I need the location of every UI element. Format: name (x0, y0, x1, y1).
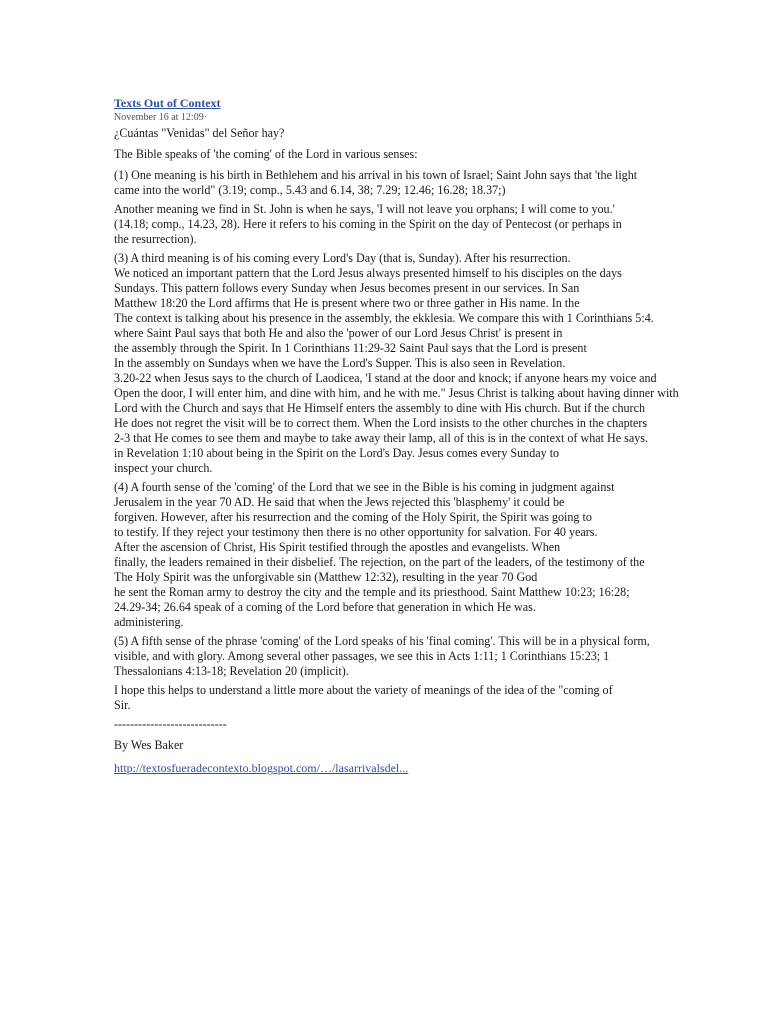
text-line: the assembly through the Spirit. In 1 Corinthians 11:29-32 Saint Paul says that the Lord is present (114, 341, 587, 355)
text-line: finally, the leaders remained in their disbelief. The rejection, on the part of the leaders, of the testimony of the (114, 555, 645, 569)
text-line: he sent the Roman army to destroy the city and the temple and its priesthood. Saint Matthew 10:23; 16:28; (114, 585, 630, 599)
text-line: 2-3 that He comes to see them and maybe to take away their lamp, all of this is in the context of what He says. (114, 431, 648, 445)
text-line: 3.20-22 when Jesus says to the church of Laodicea, 'I stand at the door and knock; if anyone hears my voice and (114, 371, 657, 385)
text-line: Matthew 18:20 the Lord affirms that He is present where two or three gather in His name. In the (114, 296, 580, 310)
text-line: (14.18; comp., 14.23, 28). Here it refers to his coming in the Spirit on the day of Pentecost (or perhaps in (114, 217, 622, 231)
text-line: The context is talking about his presence in the assembly, the ekklesia. We compare this with 1 Corinthians 5:4. (114, 311, 654, 325)
body-paragraph (114, 168, 694, 198)
text-line: (3) A third meaning is of his coming every Lord's Day (that is, Sunday). After his resurrection. (114, 251, 571, 265)
text-line: forgiven. However, after his resurrection and the coming of the Holy Spirit, the Spirit was going to (114, 510, 592, 524)
body-paragraph (114, 202, 694, 247)
text-line: administering. (114, 615, 184, 629)
text-line: Jerusalem in the year 70 AD. He said that when the Jews rejected this 'blasphemy' it could be (114, 495, 565, 509)
text-line: After the ascension of Christ, His Spirit testified through the apostles and evangelists. When (114, 540, 561, 554)
body-paragraph (114, 480, 694, 630)
text-line: Thessalonians 4:13-18; Revelation 20 (implicit). (114, 664, 349, 678)
text-line: to testify. If they reject your testimony then there is no other opportunity for salvation. For 40 years. (114, 525, 598, 539)
text-line: He does not regret the visit will be to correct them. When the Lord insists to the other churches in the chapters (114, 416, 648, 430)
text-line: where Saint Paul says that both He and also the 'power of our Lord Jesus Christ' is present in (114, 326, 563, 340)
body-paragraph (114, 634, 694, 679)
post-question: ¿Cuántas "Venidas" del Señor hay? (114, 126, 285, 140)
text-line: (5) A fifth sense of the phrase 'coming' of the Lord speaks of his 'final coming'. This will be in a physical form, (114, 634, 650, 648)
text-line: Open the door, I will enter him, and dine with him, and he with me." Jesus Christ is talking about having dinner with (114, 386, 679, 400)
text-line: (4) A fourth sense of the 'coming' of the Lord that we see in the Bible is his coming in judgment against (114, 480, 615, 494)
text-line: inspect your church. (114, 461, 213, 475)
body-paragraph (114, 251, 694, 476)
post-body (114, 168, 694, 713)
text-line: visible, and with glory. Among several other passages, we see this in Acts 1:11; 1 Corinthians 15:23; 1 (114, 649, 610, 663)
text-line: the resurrection). (114, 232, 197, 246)
text-line: Sundays. This pattern follows every Sunday when Jesus becomes present in our services. In San (114, 281, 580, 295)
text-line: 24.29-34; 26.64 speak of a coming of the Lord before that generation in which He was. (114, 600, 536, 614)
post-content (114, 94, 694, 777)
text-line: Another meaning we find in St. John is when he says, 'I will not leave you orphans; I will come to you.' (114, 202, 615, 216)
text-line: We noticed an important pattern that the Lord Jesus always presented himself to his disciples on the days (114, 266, 622, 280)
body-paragraph (114, 683, 694, 713)
text-line: Sir. (114, 698, 131, 712)
text-line: In the assembly on Sundays when we have the Lord's Supper. This is also seen in Revelation. (114, 356, 566, 370)
source-link[interactable]: http://textosfueradecontexto.blogspot.com/…/lasarrivalsdel... (114, 761, 409, 775)
text-line: came into the world" (3.19; comp., 5.43 and 6.14, 38; 7.29; 12.46; 16.28; 18.37;) (114, 183, 506, 197)
post-date: November 16 at 12:09· (114, 112, 208, 123)
text-line: The Holy Spirit was the unforgivable sin (Matthew 12:32), resulting in the year 70 God (114, 570, 538, 584)
separator: ---------------------------- (114, 717, 227, 731)
text-line: Lord with the Church and says that He Himself enters the assembly to dine with His church. But if the church (114, 401, 645, 415)
post-intro: The Bible speaks of 'the coming' of the Lord in various senses: (114, 147, 418, 161)
text-line: in Revelation 1:10 about being in the Spirit on the Lord's Day. Jesus comes every Sunday to (114, 446, 560, 460)
text-line: I hope this helps to understand a little more about the variety of meanings of the idea of the "coming of (114, 683, 613, 697)
author-line: By Wes Baker (114, 738, 184, 752)
text-line: (1) One meaning is his birth in Bethlehem and his arrival in his town of Israel; Saint John says that 'the light (114, 168, 638, 182)
post-title-link[interactable]: Texts Out of Context (114, 96, 221, 110)
